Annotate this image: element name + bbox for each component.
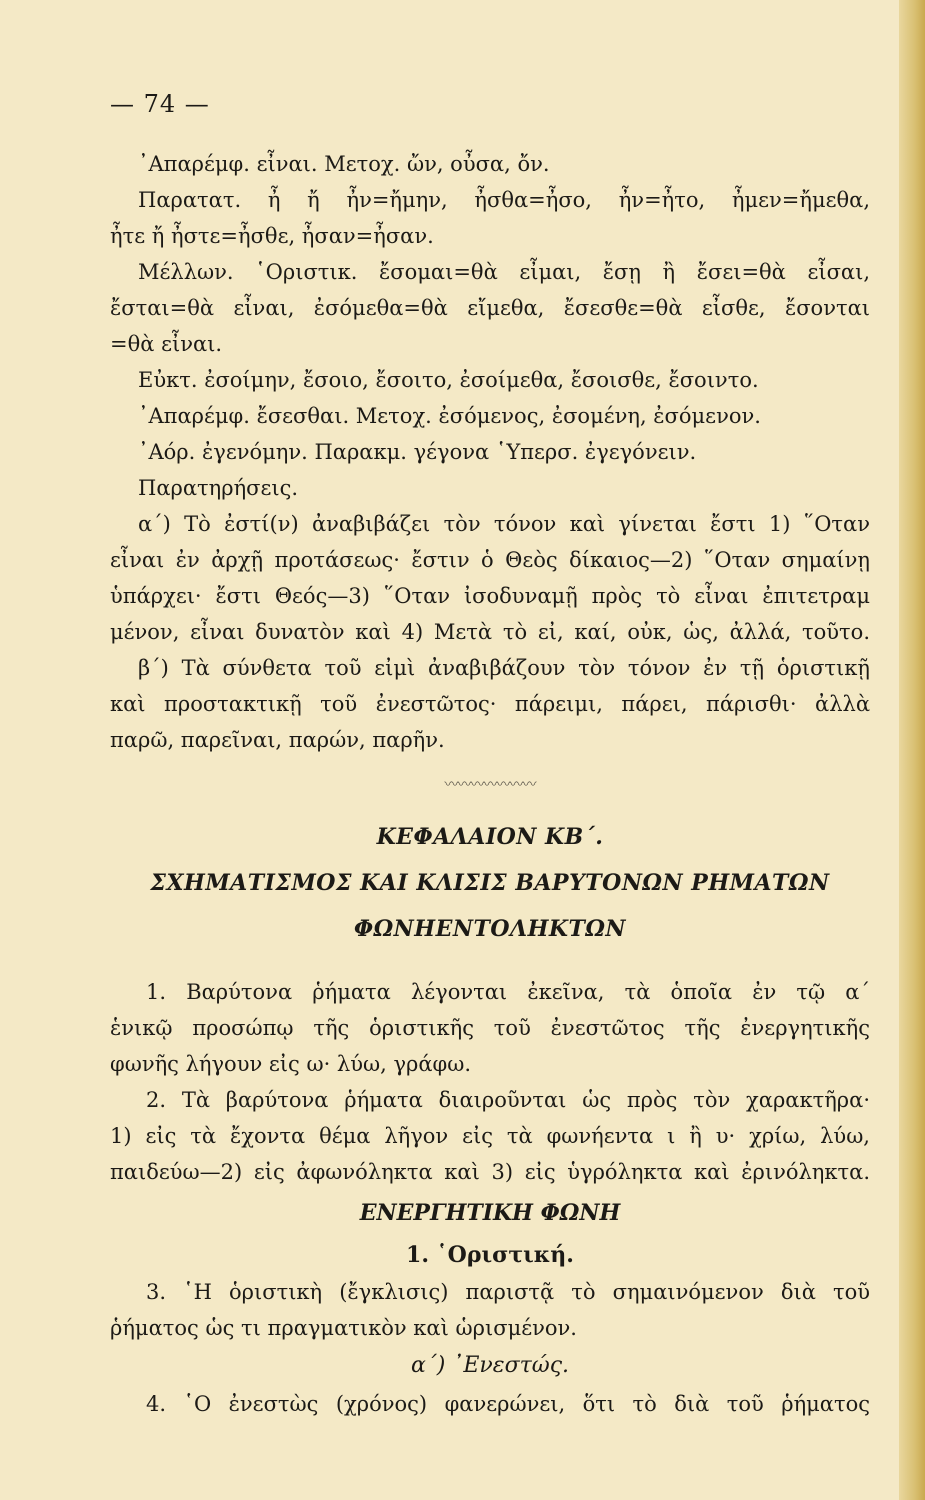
chapter-subtitle: ΦΩΝΗΕΝΤΟΛΗΚΤΩΝ bbox=[353, 916, 627, 942]
text-line: Εὐκτ. ἐσοίμην, ἔσοιο, ἔσοιτο, ἐσοίμεθα, ἔσοισθε, ἔσοιντο. bbox=[138, 368, 759, 392]
tense-heading: α΄) ᾿Ενεστώς. bbox=[410, 1353, 570, 1378]
text-line: ᾿Απαρέμφ. ἔσεσθαι. Μετοχ. ἐσόμενος, ἐσομένη, ἐσόμενον. bbox=[138, 404, 761, 428]
text-line: ἦτε ἤ ἦστε=ἦσθε, ἦσαν=ἦσαν. bbox=[110, 224, 434, 248]
text-line: παιδεύω—2) εἰς ἀφωνόληκτα καὶ 3) εἰς ὑγρόληκτα καὶ ἐρινόληκτα. bbox=[110, 1160, 870, 1184]
text-line: μένον, εἶναι δυνατὸν καὶ 4) Μετὰ τὸ εἰ, καί, οὐκ, ὡς, ἀλλά, τοῦτο. bbox=[110, 620, 870, 644]
section-heading: ΕΝΕΡΓΗΤΙΚΗ ΦΩΝΗ bbox=[359, 1200, 621, 1226]
page-number: — 74 — bbox=[110, 90, 210, 118]
page-edge bbox=[899, 0, 925, 1500]
text-line: ἑνικῷ προσώπῳ τῆς ὁριστικῆς τοῦ ἐνεστῶτος τῆς ἐνεργητικῆς bbox=[110, 1016, 870, 1040]
text-line: 1. Βαρύτονα ῥήματα λέγονται ἐκεῖνα, τὰ ὁποῖα ἐν τῷ α΄ bbox=[146, 980, 870, 1004]
text-line: καὶ προστακτικῇ τοῦ ἐνεστῶτος· πάρειμι, πάρει, πάρισθι· ἀλλὰ bbox=[110, 692, 870, 716]
text-line: 2. Τὰ βαρύτονα ῥήματα διαιροῦνται ὡς πρὸς τὸν χαρακτῆρα· bbox=[146, 1088, 870, 1112]
text-line: 1) εἰς τὰ ἔχοντα θέμα λῆγον εἰς τὰ φωνήεντα ι ἢ υ· χρίω, λύω, bbox=[110, 1124, 870, 1148]
text-line: παρῶ, παρεῖναι, παρών, παρῆν. bbox=[110, 728, 445, 752]
text-line: 4. ῾Ο ἐνεστὼς (χρόνος) φανερώνει, ὅτι τὸ διὰ τοῦ ῥήματος bbox=[146, 1392, 870, 1416]
text-line: ἔσται=θὰ εἶναι, ἐσόμεθα=θὰ εἴμεθα, ἔσεσθε=θὰ εἶσθε, ἔσονται bbox=[110, 296, 870, 320]
book-page bbox=[110, 90, 870, 1422]
text-line: =θὰ εἶναι. bbox=[110, 332, 223, 356]
text-line: α΄) Τὸ ἐστί(ν) ἀναβιβάζει τὸν τόνον καὶ γίνεται ἔστι 1) ῞Οταν bbox=[138, 512, 870, 536]
text-line: εἶναι ἐν ἀρχῇ προτάσεως· ἔστιν ὁ Θεὸς δίκαιος—2) ῞Οταν σημαίνῃ bbox=[110, 548, 870, 572]
text-line: ᾿Αόρ. ἐγενόμην. Παρακμ. γέγονα ῾Υπερσ. ἐγεγόνειν. bbox=[138, 440, 697, 464]
text-line: 3. ῾Η ὁριστικὴ (ἔγκλισις) παριστᾷ τὸ σημαινόμενον διὰ τοῦ bbox=[146, 1280, 870, 1304]
text-line: Μέλλων. ῾Οριστικ. ἔσομαι=θὰ εἶμαι, ἔσῃ ἢ ἔσει=θὰ εἶσαι, bbox=[138, 260, 870, 284]
text-line: ὑπάρχει· ἔστι Θεός—3) ῞Οταν ἰσοδυναμῇ πρὸς τὸ εἶναι ἐπιτετραμ bbox=[110, 584, 870, 608]
text-line: β΄) Τὰ σύνθετα τοῦ εἰμὶ ἀναβιβάζουν τὸν τόνον ἐν τῇ ὁριστικῇ bbox=[138, 656, 870, 680]
text-line: ῥήματος ὡς τι πραγματικὸν καὶ ὡρισμένον. bbox=[110, 1316, 577, 1340]
chapter-subtitle: ΣΧΗΜΑΤΙΣΜΟΣ ΚΑΙ ΚΛΙΣΙΣ ΒΑΡΥΤΟΝΩΝ ΡΗΜΑΤΩΝ bbox=[150, 870, 830, 896]
text-line: φωνῆς λήγουν εἰς ω· λύω, γράφω. bbox=[110, 1052, 472, 1076]
wavy-rule-ornament: 〰〰〰〰〰〰〰 bbox=[444, 777, 536, 793]
text-line: Παρατηρήσεις. bbox=[138, 476, 299, 500]
subsection-heading: 1. ῾Οριστική. bbox=[406, 1242, 574, 1268]
text-line: Παρατατ. ἦ ἤ ἦν=ἤμην, ἦσθα=ἦσο, ἦν=ἦτο, ἦμεν=ἤμεθα, bbox=[138, 188, 870, 212]
text-line: ᾿Απαρέμφ. εἶναι. Μετοχ. ὤν, οὖσα, ὄν. bbox=[138, 152, 550, 176]
chapter-title: ΚΕΦΑΛΑΙΟΝ ΚΒ΄. bbox=[376, 824, 604, 850]
